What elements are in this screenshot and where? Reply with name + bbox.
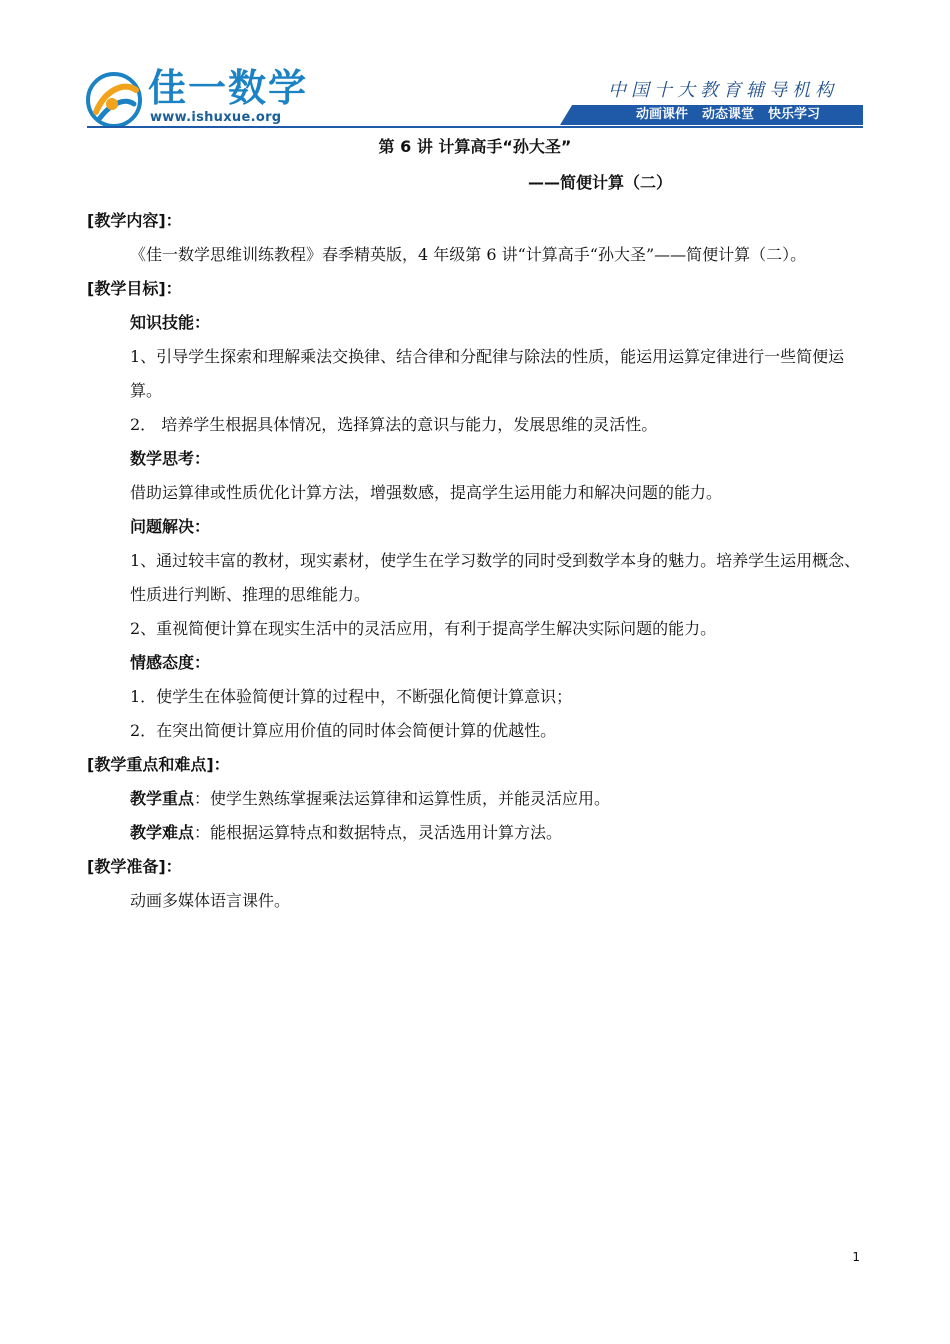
page-subtitle: ——简便计算（二）	[528, 173, 673, 192]
header-tag: 动态课堂	[701, 107, 754, 122]
section-heading-content: [教学内容]：	[87, 211, 182, 230]
attitude-item: 1．使学生在体验简便计算的过程中，不断强化简便计算意识；	[130, 687, 573, 706]
problem-item: 1、通过较丰富的教材，现实素材，使学生在学习数学的同时受到数学本身的魅力。培养学生运用概念、性质进行判断、推理的思维能力。	[130, 551, 861, 604]
subheading-knowledge: 知识技能：	[130, 313, 211, 332]
prep-paragraph: 动画多媒体语言课件。	[130, 891, 291, 910]
header-rule	[87, 126, 863, 128]
focus-label: 教学重点	[130, 789, 195, 808]
logo-text: 佳一数学	[148, 66, 309, 110]
subheading-thinking: 数学思考：	[130, 449, 211, 468]
logo-url: www.ishuxue.org	[150, 110, 282, 125]
subheading-attitude: 情感态度：	[130, 653, 211, 672]
attitude-item: 2．在突出简便计算应用价值的同时体会简便计算的优越性。	[130, 721, 557, 740]
focus-text: ：使学生熟练掌握乘法运算律和运算性质，并能灵活应用。	[194, 789, 611, 808]
content-paragraph: 《佳一数学思维训练教程》春季精英版，4 年级第 6 讲“计算高手“孙大圣”——简便计算（二）。	[130, 245, 807, 264]
section-heading-goals: [教学目标]：	[87, 279, 182, 298]
difficulty-paragraph	[87, 816, 863, 850]
knowledge-item: 1、引导学生探索和理解乘法交换律、结合律和分配律与除法的性质，能运用运算定律进行一些简便运算。	[130, 347, 845, 400]
header-tag: 动画课件	[635, 107, 688, 122]
org-slogan: 中国十大教育辅导机构	[608, 80, 838, 101]
lesson-content	[87, 204, 863, 918]
section-heading-prep: [教学准备]：	[87, 857, 182, 876]
page-header	[0, 0, 950, 132]
page-title: 第 6 讲 计算高手“孙大圣”	[378, 137, 572, 156]
knowledge-item: 2． 培养学生根据具体情况，选择算法的意识与能力，发展思维的灵活性。	[130, 415, 658, 434]
logo-swirl-icon	[86, 68, 142, 128]
section-heading-focus: [教学重点和难点]：	[87, 755, 230, 774]
difficulty-label: 教学难点	[130, 823, 195, 842]
focus-paragraph	[87, 782, 863, 816]
subheading-problem-solving: 问题解决：	[130, 517, 211, 536]
problem-item: 2、重视简便计算在现实生活中的灵活应用，有利于提高学生解决实际问题的能力。	[130, 619, 717, 638]
header-tags	[636, 105, 820, 125]
header-tag: 快乐学习	[767, 107, 820, 122]
difficulty-text: ：能根据运算特点和数据特点，灵活选用计算方法。	[194, 823, 563, 842]
page-number: 1	[852, 1250, 860, 1264]
thinking-paragraph: 借助运算律或性质优化计算方法，增强数感，提高学生运用能力和解决问题的能力。	[130, 483, 723, 502]
